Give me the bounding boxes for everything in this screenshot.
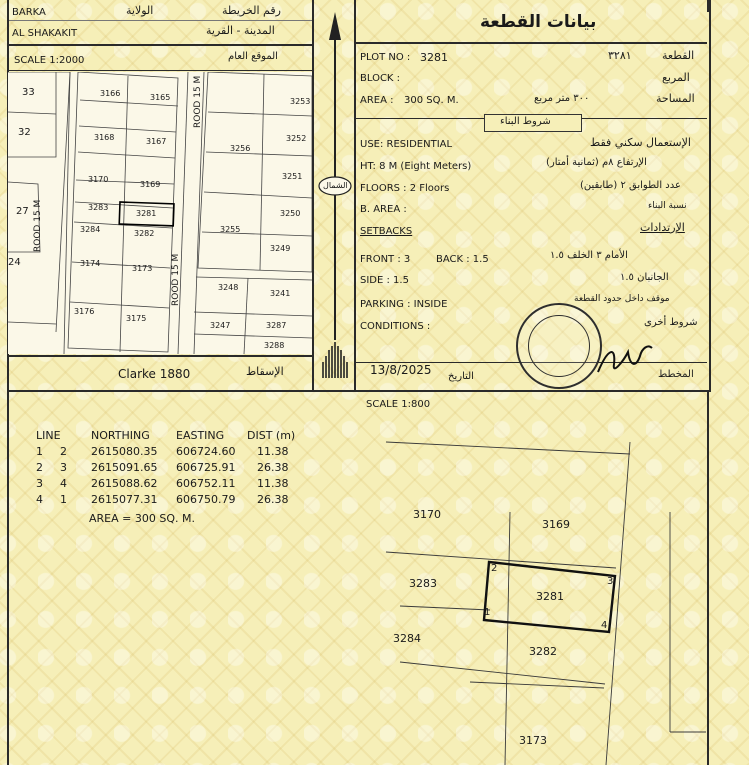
projection-label: Clarke 1880 [118,367,191,381]
parcel-3176: 3176 [74,307,95,316]
header-wilayat: BARKA [12,7,46,18]
row-4-from: 4 [36,493,43,506]
divider-vertical-left [312,0,314,390]
corner-4: 4 [601,620,608,631]
plot-no-label: PLOT NO : [360,52,411,63]
divider-bottom-right [707,392,709,765]
location-map-svg [8,72,312,354]
parcel-3284: 3284 [80,225,101,234]
row-1-easting: 606724.60 [176,445,236,458]
height-label: HT: 8 M (Eight Meters) [360,161,472,172]
detail-scale: SCALE 1:800 [366,399,431,410]
row-1-dist: 11.38 [257,445,289,458]
table-header-easting: EASTING [176,429,225,442]
table-header-line: LINE [36,429,61,442]
area-value: 300 SQ. M. [404,95,459,106]
parcel-3167: 3167 [146,137,167,146]
divider-top-right-edge [707,0,709,12]
detail-parcel-3173: 3173 [519,734,547,747]
plot-data-title: بيانات القطعة [480,12,597,32]
floors-ar: عدد الطوابق ٢ (طابقين) [580,180,681,191]
corner-1: 1 [484,607,491,618]
location-map-scale: SCALE 1:2000 [14,55,85,66]
row-4-dist: 26.38 [257,493,289,506]
detail-map-svg [0,392,706,765]
parcel-3251: 3251 [282,172,303,181]
divider-projection [9,355,312,357]
north-label: الشمال [323,181,348,190]
divider-vertical-right [354,0,356,390]
row-1-to: 2 [60,445,67,458]
location-map [8,72,312,354]
block-label: BLOCK : [360,73,401,84]
row-2-easting: 606725.91 [176,461,236,474]
location-map-title: الموقع العام [228,51,278,62]
area-ar: ٣٠٠ متر مربع [534,93,590,104]
detail-parcel-3169: 3169 [542,518,570,531]
setbacks-ar: الإرتدادات [640,221,685,234]
detail-parcel-3284: 3284 [393,632,421,645]
date-value: 13/8/2025 [370,363,432,377]
header-inner-divider [9,20,312,21]
setbacks-label: SETBACKS [360,226,413,237]
road-label-left: ROOD 15 M [33,199,43,252]
road-label-center: ROOD 15 M [193,75,203,128]
building-area-ar: نسبة البناء [648,201,687,211]
area-ar-label: المساحة [656,92,695,105]
parcel-3255: 3255 [220,225,241,234]
official-seal [516,303,602,389]
parcel-3282: 3282 [134,229,155,238]
parcel-3256: 3256 [230,144,251,153]
parcel-3283: 3283 [88,203,109,212]
use-label: USE: RESIDENTIAL [360,139,453,150]
row-1-northing: 2615080.35 [91,445,158,458]
row-4-to: 1 [60,493,67,506]
parcel-3281: 3281 [136,209,157,218]
floors-label: FLOORS : 2 Floors [360,183,450,194]
parcel-3166: 3166 [100,89,121,98]
parcel-3247: 3247 [210,321,231,330]
header-town-ar: المدينة - القرية [206,24,275,37]
corner-2: 2 [491,563,498,574]
road-label-bottom: ROOD 15 M [171,253,181,306]
row-4-northing: 2615077.31 [91,493,158,506]
parking-label: PARKING : INSIDE [360,299,448,310]
detail-area: AREA = 300 SQ. M. [89,512,195,525]
table-header-northing: NORTHING [91,429,150,442]
row-2-northing: 2615091.65 [91,461,158,474]
date-label: التاريخ [448,371,474,382]
header-town: AL SHAKAKIT [12,28,78,39]
parcel-3249: 3249 [270,244,291,253]
back-label: BACK : 1.5 [436,254,489,265]
parcel-3173: 3173 [132,264,153,273]
parcel-27: 27 [16,206,29,217]
parcel-32: 32 [18,127,31,138]
parcel-3250: 3250 [280,209,301,218]
parcel-3170: 3170 [88,175,109,184]
row-3-easting: 606752.11 [176,477,236,490]
parcel-3248: 3248 [218,283,239,292]
row-1-from: 1 [36,445,43,458]
parcel-3169: 3169 [140,180,161,189]
corner-3: 3 [607,576,614,587]
divider-scale-row [9,70,312,71]
parcel-3168: 3168 [94,133,115,142]
conditions-ar: شروط أخرى [644,317,698,328]
parcel-3175: 3175 [126,314,147,323]
plot-no-ar-label: القطعة [662,49,695,62]
row-2-from: 2 [36,461,43,474]
front-back-ar: الأمام ٣ الخلف ١.٥ [550,250,628,261]
planner-label: المخطط [658,369,694,380]
side-ar: الجانبان ١.٥ [620,272,669,283]
divider-header [9,44,312,46]
row-3-dist: 11.38 [257,477,289,490]
detail-parcel-3170: 3170 [413,508,441,521]
block-ar-label: المربع [662,71,690,84]
use-ar: الإستعمال سكني فقط [590,136,691,149]
signature [594,338,656,380]
header-map-no-ar: رقم الخريطة [222,4,281,17]
parcel-3165: 3165 [150,93,171,102]
row-2-to: 3 [60,461,67,474]
row-3-from: 3 [36,477,43,490]
area-label: AREA : [360,95,394,106]
parcel-3241: 3241 [270,289,291,298]
detail-parcel-3282: 3282 [529,645,557,658]
conditions-label: CONDITIONS : [360,321,431,332]
parcel-33: 33 [22,87,35,98]
north-arrow [316,10,354,380]
header-wilayat-ar: الولاية [126,4,154,17]
parcel-24: 24 [8,257,21,268]
row-2-dist: 26.38 [257,461,289,474]
plot-no-ar: ٣٢٨١ [608,49,632,62]
detail-parcel-3283: 3283 [409,577,437,590]
projection-label-ar: الإسقاط [246,365,284,378]
plot-no-value: 3281 [420,51,448,64]
parcel-3287: 3287 [266,321,287,330]
parcel-3174: 3174 [80,259,101,268]
conditions-title: شروط البناء [500,116,551,127]
divider-title-right [356,42,707,44]
row-3-northing: 2615088.62 [91,477,158,490]
side-label: SIDE : 1.5 [360,275,409,286]
parcel-3252: 3252 [286,134,307,143]
row-4-easting: 606750.79 [176,493,236,506]
row-3-to: 4 [60,477,67,490]
parcel-3253: 3253 [290,97,311,106]
height-ar: الإرتفاع ٨م (ثمانية أمتار) [546,157,647,168]
front-label: FRONT : 3 [360,254,411,265]
table-header-dist: DIST (m) [247,429,296,442]
building-area-label: B. AREA : [360,204,407,215]
parking-ar: موقف داخل حدود القطعة [574,294,670,304]
parcel-3288: 3288 [264,341,285,350]
detail-parcel-3281: 3281 [536,590,564,603]
